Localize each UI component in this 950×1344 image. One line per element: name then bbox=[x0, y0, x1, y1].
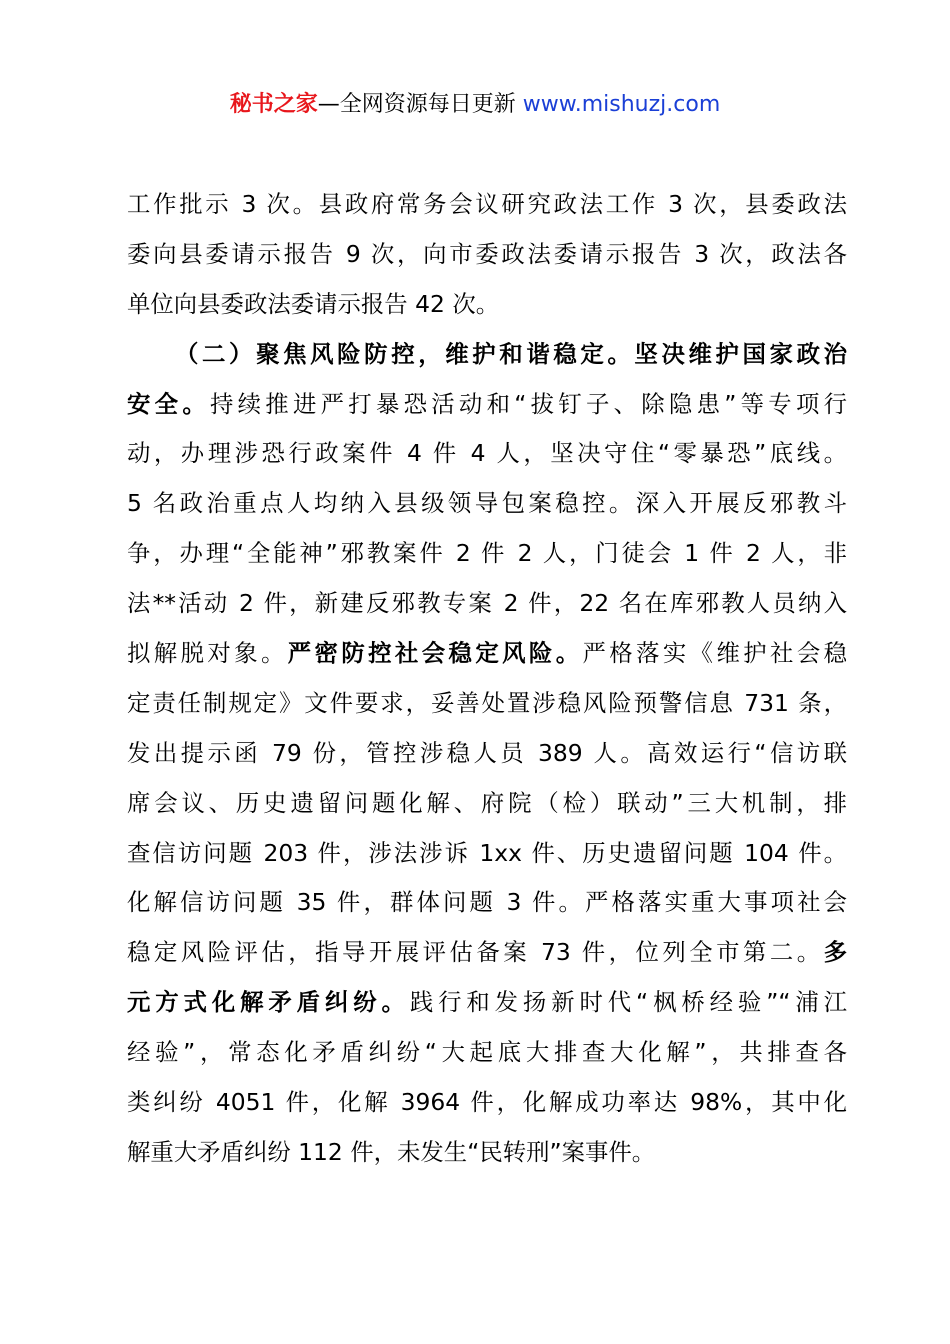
site-header bbox=[0, 88, 950, 122]
text-line: 单位向县委政法委请示报告 42 次。 bbox=[127, 289, 500, 318]
text-line bbox=[127, 380, 847, 430]
text-run: 践行和发扬新时代“枫桥经验”“浦江 bbox=[409, 988, 847, 1017]
text-line: 席会议、历史遗留问题化解、府院（检）联动”三大机制，排 bbox=[127, 788, 847, 817]
subheading-inline: 元方式化解矛盾纠纷。 bbox=[127, 988, 410, 1017]
text-line: 化解信访问题 35 件，群体问题 3 件。严格落实重大事项社会 bbox=[127, 888, 847, 917]
paragraph-2 bbox=[127, 330, 847, 1178]
text-line: 争，办理“全能神”邪教案件 2 件 2 人，门徒会 1 件 2 人，非 bbox=[127, 539, 847, 568]
text-line bbox=[127, 330, 847, 380]
paragraph-1 bbox=[127, 180, 847, 330]
text-line: 5 名政治重点人均纳入县级领导包案稳控。深入开展反邪教斗 bbox=[127, 489, 847, 518]
document-body bbox=[127, 180, 847, 1178]
text-run: 稳定风险评估，指导开展评估备案 73 件，位列全市第二。 bbox=[127, 938, 824, 967]
text-run: 拟解脱对象。 bbox=[127, 639, 288, 668]
text-line: 查信访问题 203 件，涉法涉诉 1xx 件、历史遗留问题 104 件。 bbox=[127, 838, 847, 867]
text-line: 委向县委请示报告 9 次，向市委政法委请示报告 3 次，政法各 bbox=[127, 239, 847, 268]
text-line bbox=[127, 629, 847, 679]
text-line: 定责任制规定》文件要求，妥善处置涉稳风险预警信息 731 条， bbox=[127, 688, 847, 717]
site-brand: 秘书之家 bbox=[229, 92, 318, 117]
subheading-inline: 严密防控社会稳定风险。 bbox=[287, 639, 583, 668]
site-tagline: —全网资源每日更新 bbox=[317, 92, 523, 117]
text-line: 经验”，常态化矛盾纠纷“大起底大排查大化解”，共排查各 bbox=[127, 1038, 847, 1067]
text-line: 类纠纷 4051 件，化解 3964 件，化解成功率达 98%，其中化 bbox=[127, 1088, 847, 1117]
site-url-link[interactable]: www.mishuzj.com bbox=[522, 92, 721, 117]
text-line: 工作批示 3 次。县政府常务会议研究政法工作 3 次，县委政法 bbox=[127, 190, 847, 218]
text-line: 解重大矛盾纠纷 112 件，未发生“民转刑”案事件。 bbox=[127, 1137, 656, 1166]
text-line: 发出提示函 79 份，管控涉稳人员 389 人。高效运行“信访联 bbox=[127, 738, 847, 767]
subheading-inline: 多 bbox=[823, 938, 847, 967]
text-run: 持续推进严打暴恐活动和“拔钉子、除隐患”等专项行 bbox=[209, 389, 848, 418]
text-line bbox=[127, 928, 847, 978]
text-line: 动，办理涉恐行政案件 4 件 4 人，坚决守住“零暴恐”底线。 bbox=[127, 439, 847, 468]
text-line: 法**活动 2 件，新建反邪教专案 2 件，22 名在库邪教人员纳入 bbox=[127, 589, 847, 618]
section-heading: （二）聚焦风险防控，维护和谐稳定。坚决维护国家政治 bbox=[175, 339, 847, 368]
text-run: 严格落实《维护社会稳 bbox=[582, 639, 848, 668]
text-line bbox=[127, 978, 847, 1028]
subheading-inline: 安全。 bbox=[127, 389, 210, 418]
